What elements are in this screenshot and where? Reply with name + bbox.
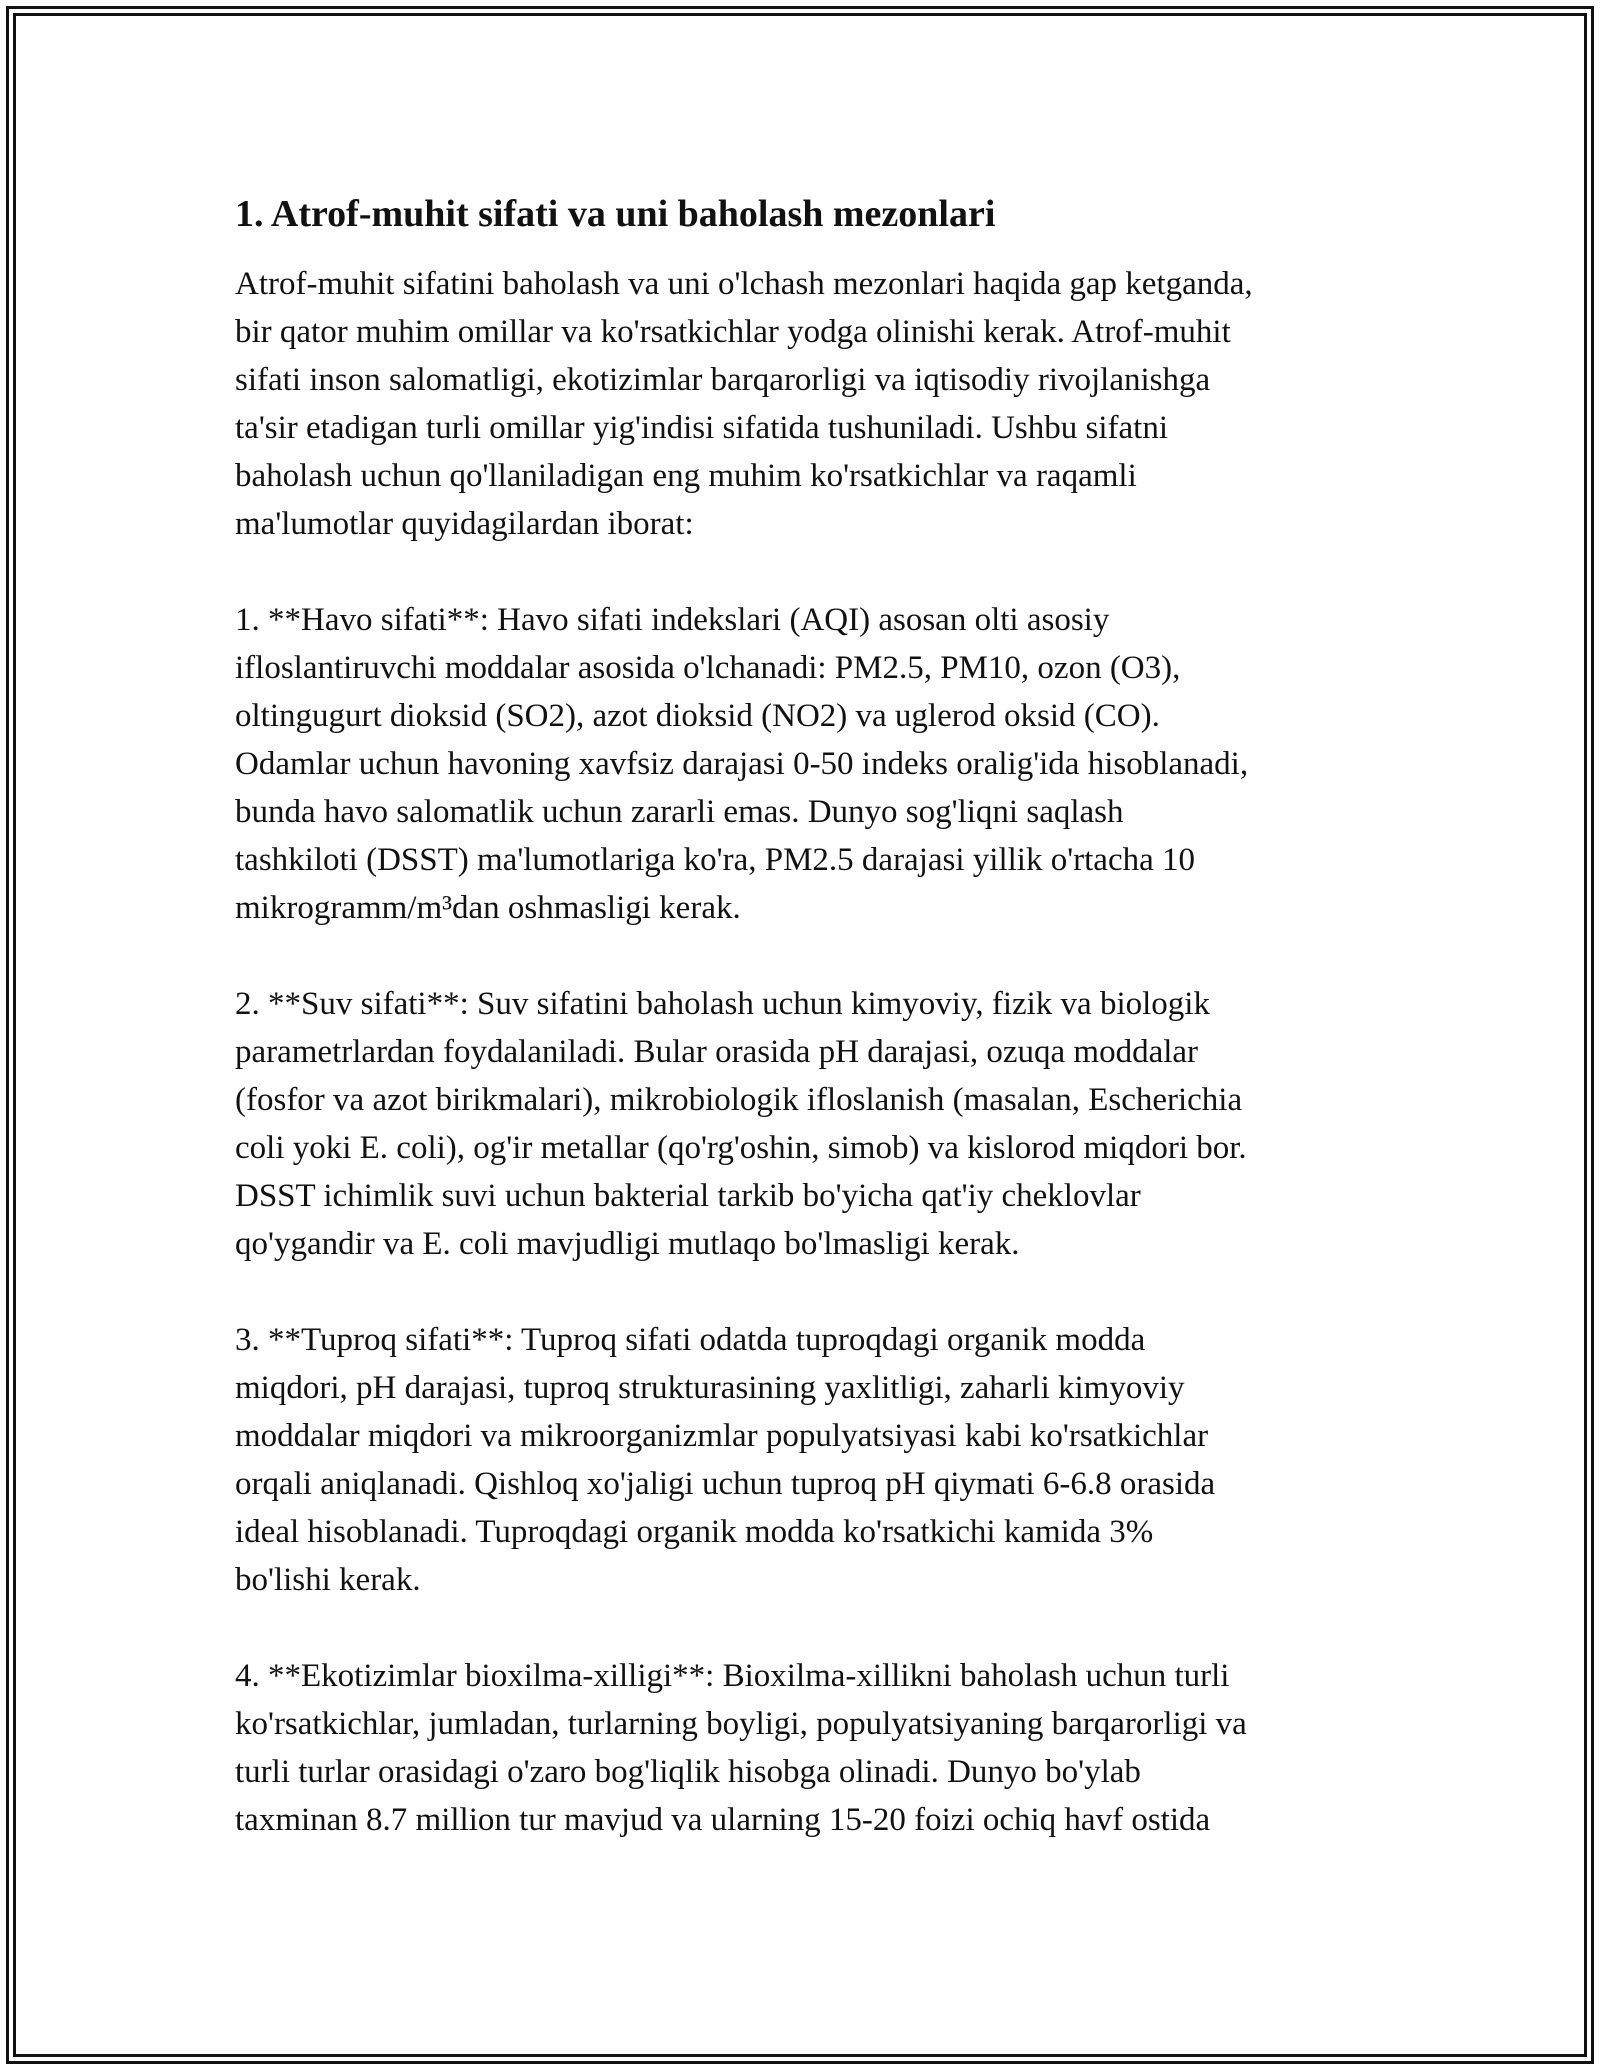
document-body: [235, 188, 1415, 1892]
biodiversity-paragraph: 4. **Ekotizimlar bioxilma-xilligi**: Bioxilma-xillikni baholash uchun turli ko'rsatkichlar, jumladan, turlarning boyligi, populyatsiyaning barqarorligi va turli turlar orasidagi o'zaro bog'liqlik hisobga olinadi. Dunyo bo'ylab taxminan 8.7 million tur mavjud va ularning 15-20 foizi ochiq havf ostida: [235, 1658, 1247, 1838]
air-quality-paragraph: 1. **Havo sifati**: Havo sifati indekslari (AQI) asosan olti asosiy ifloslantiruvchi moddalar asosida o'lchanadi: PM2.5, PM10, ozon (O3), oltingugurt dioksid (SO2), azot dioksid (NO2) va uglerod oksid (CO). Odamlar uchun havoning xavfsiz darajasi 0-50 indeks oralig'ida hisoblanadi, bunda havo salomatlik uchun zararli emas. Dunyo sog'liqni saqlash tashkiloti (DSST) ma'lumotlariga ko'ra, PM2.5 darajasi yillik o'rtacha 10 mikrogramm/m³dan oshmasligi kerak.: [235, 602, 1249, 926]
soil-quality-paragraph: 3. **Tuproq sifati**: Tuproq sifati odatda tuproqdagi organik modda miqdori, pH darajasi, tuproq strukturasining yaxlitligi, zaharli kimyoviy moddalar miqdori va mikroorganizmlar populyatsiyasi kabi ko'rsatkichlar orqali aniqlanadi. Qishloq xo'jaligi uchun tuproq pH qiymati 6-6.8 orasida ideal hisoblanadi. Tuproqdagi organik modda ko'rsatkichi kamida 3% bo'lishi kerak.: [235, 1322, 1216, 1598]
water-quality-paragraph: 2. **Suv sifati**: Suv sifatini baholash uchun kimyoviy, fizik va biologik parametrlardan foydalaniladi. Bular orasida pH darajasi, ozuqa moddalar (fosfor va azot birikmalari), mikrobiologik ifloslanish (masalan, Escherichia coli yoki E. coli), og'ir metallar (qo'rg'oshin, simob) va kislorod miqdori bor. DSST ichimlik suvi uchun bakterial tarkib bo'yicha qat'iy cheklovlar qo'ygandir va E. coli mavjudligi mutlaqo bo'lmasligi kerak.: [235, 986, 1247, 1262]
document-title: 1. Atrof-muhit sifati va uni baholash mezonlari: [235, 193, 996, 235]
intro-paragraph: Atrof-muhit sifatini baholash va uni o'lchash mezonlari haqida gap ketganda, bir qator muhim omillar va ko'rsatkichlar yodga olinishi kerak. Atrof-muhit sifati inson salomatligi, ekotizimlar barqarorligi va iqtisodiy rivojlanishga ta'sir etadigan turli omillar yig'indisi sifatida tushuniladi. Ushbu sifatni baholash uchun qo'llaniladigan eng muhim ko'rsatkichlar va raqamli ma'lumotlar quyidagilardan iborat:: [235, 266, 1253, 542]
